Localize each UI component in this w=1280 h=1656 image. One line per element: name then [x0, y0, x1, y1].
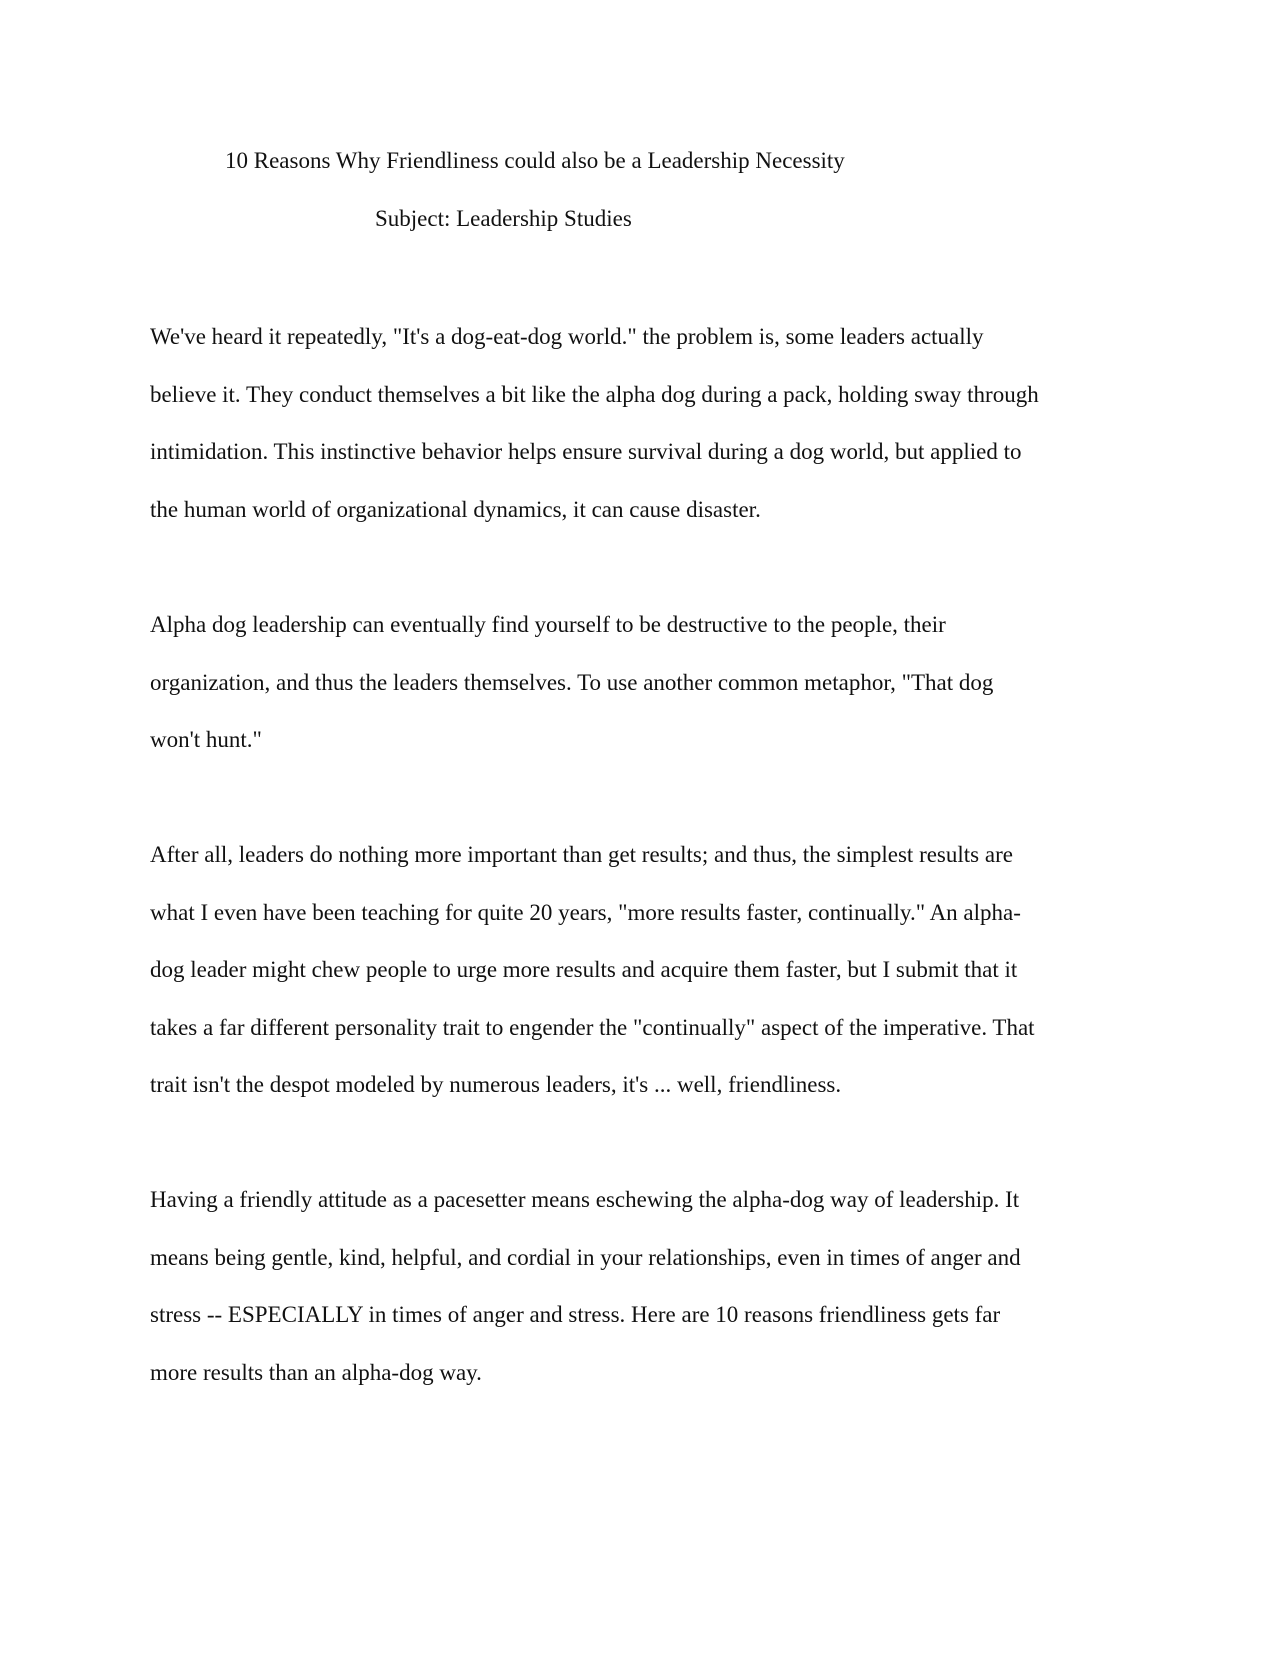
paragraph-line: what I even have been teaching for quite 20 years, "more results faster, continually." An alpha- — [150, 899, 1021, 925]
paragraph-line: trait isn't the despot modeled by numerous leaders, it's ... well, friendliness. — [150, 1072, 842, 1097]
paragraph-line: dog leader might chew people to urge more results and acquire them faster, but I submit that it — [150, 957, 1018, 982]
paragraph-line: more results than an alpha-dog way. — [150, 1359, 482, 1385]
paragraph-line: We've heard it repeatedly, "It's a dog-eat-dog world." the problem is, some leaders actually — [150, 324, 984, 349]
paragraph-line: Having a friendly attitude as a pacesetter means eschewing the alpha-dog way of leadership. It — [150, 1187, 1020, 1212]
paragraph-line: believe it. They conduct themselves a bit like the alpha dog during a pack, holding sway through — [150, 381, 1039, 407]
paragraph-line: organization, and thus the leaders themselves. To use another common metaphor, "That dog — [150, 669, 994, 695]
paragraph-line: After all, leaders do nothing more important than get results; and thus, the simplest results are — [150, 842, 1013, 867]
paragraph-line: means being gentle, kind, helpful, and cordial in your relationships, even in times of anger and — [150, 1244, 1021, 1270]
paragraph-line: intimidation. This instinctive behavior helps ensure survival during a dog world, but applied to — [150, 439, 1022, 464]
paragraph-2 — [150, 610, 1130, 783]
paragraph-line: stress -- ESPECIALLY in times of anger and stress. Here are 10 reasons friendliness gets far — [150, 1302, 1001, 1327]
paragraph-line: Alpha dog leadership can eventually find yourself to be destructive to the people, their — [150, 612, 946, 637]
paragraph-line: takes a far different personality trait to engender the "continually" aspect of the imperative. That — [150, 1014, 1035, 1040]
paragraph-3 — [150, 840, 1130, 1128]
paragraph-4 — [150, 1185, 1130, 1415]
paragraph-1 — [150, 322, 1130, 552]
document-title: 10 Reasons Why Friendliness could also be a Leadership Necessity — [225, 148, 845, 173]
paragraph-line: won't hunt." — [150, 727, 262, 752]
paragraph-line: the human world of organizational dynamics, it can cause disaster. — [150, 496, 761, 522]
document-subject: Subject: Leadership Studies — [375, 206, 632, 231]
